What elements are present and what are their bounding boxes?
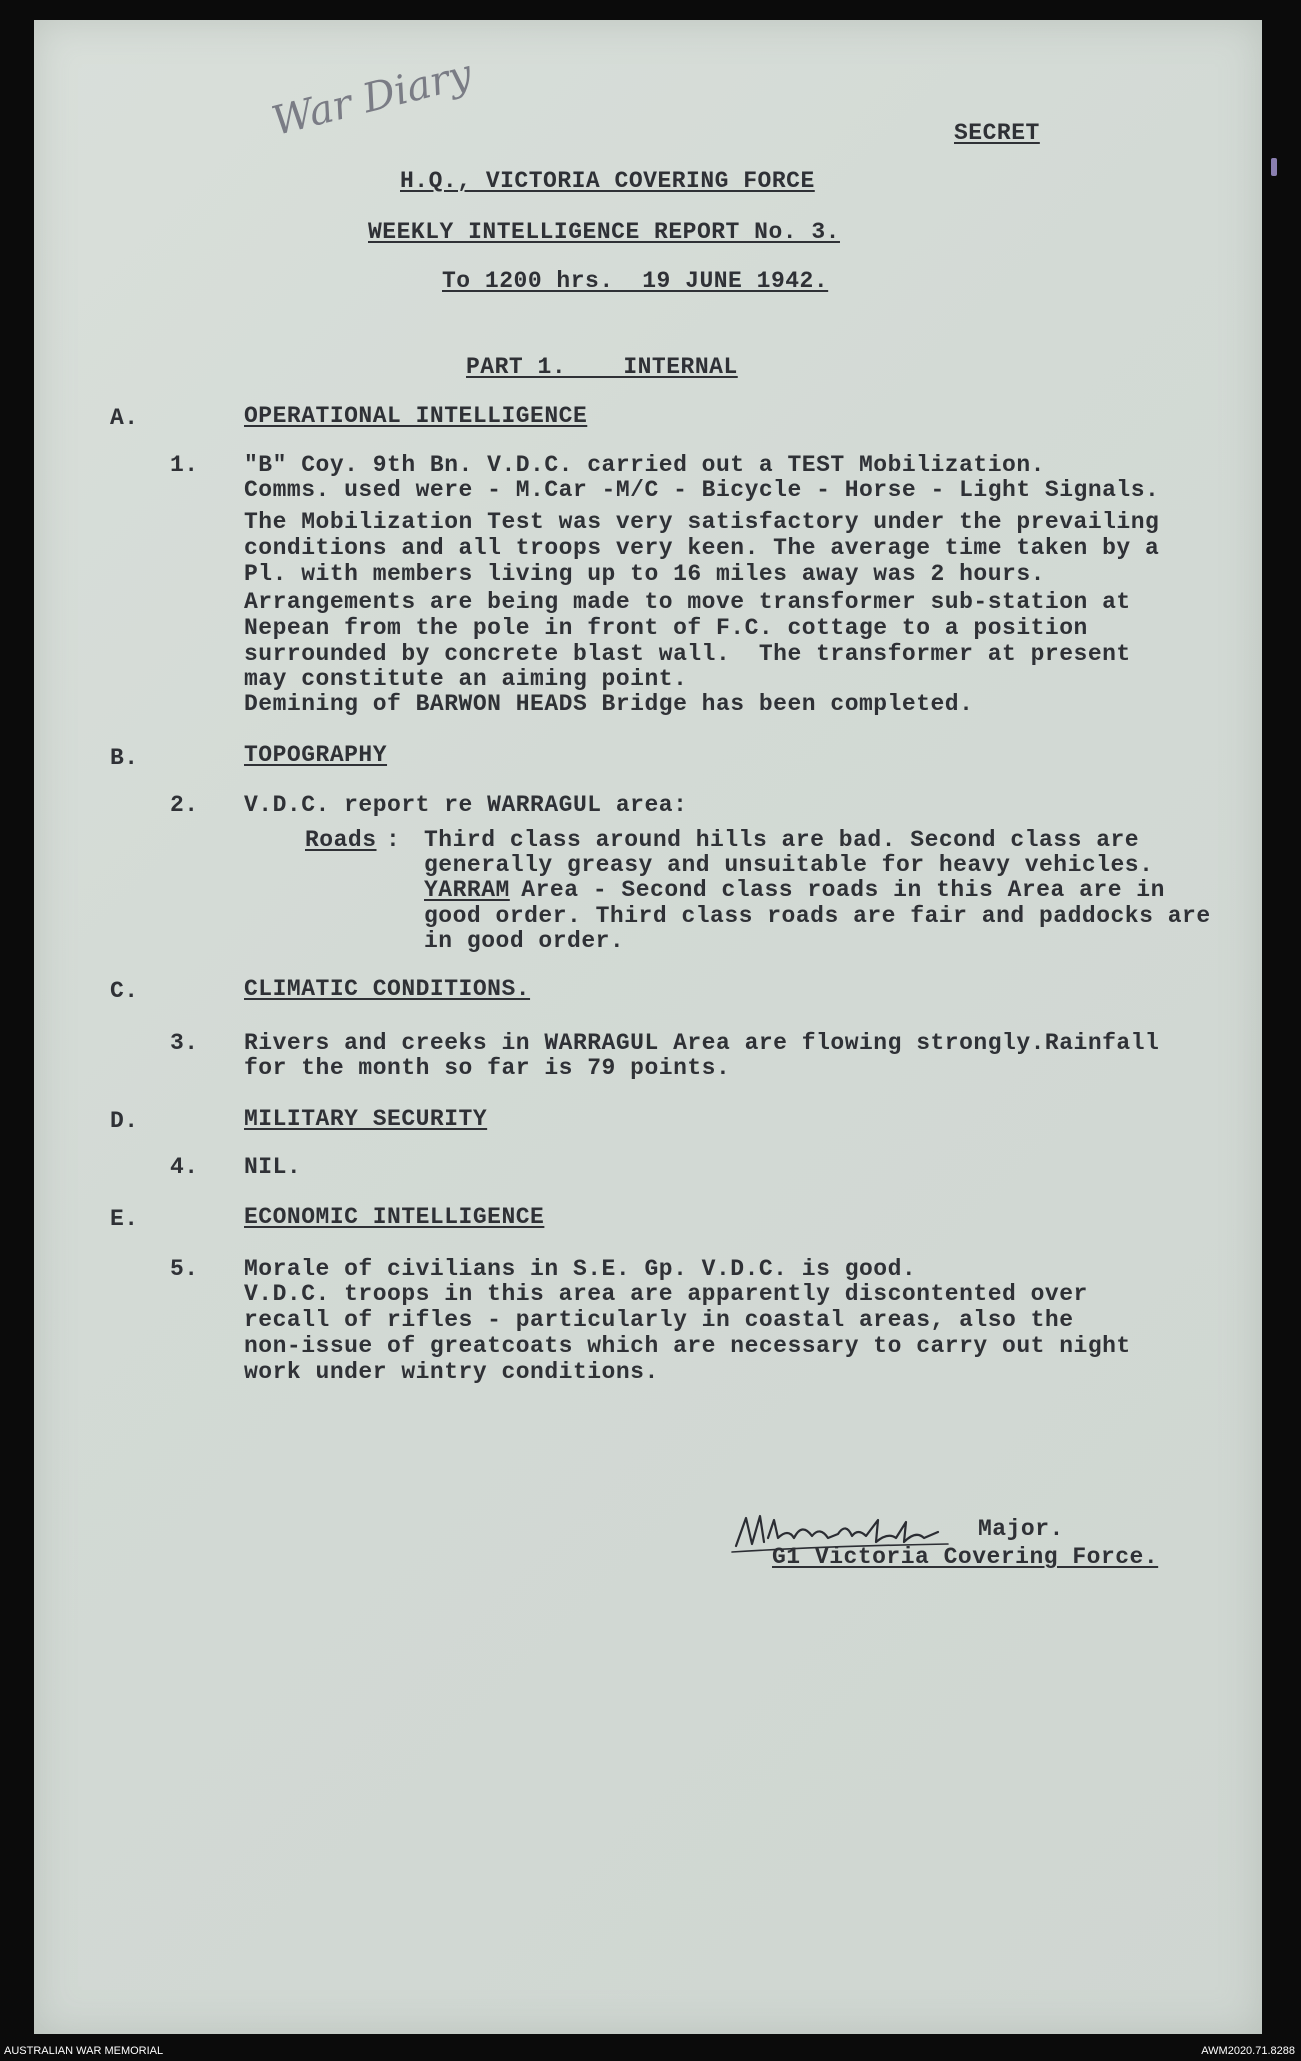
heading-line-3: To 1200 hrs. 19 JUNE 1942. (442, 268, 829, 294)
roads-separator: : (386, 827, 401, 853)
item-3-number: 3. (170, 1030, 199, 1056)
signature-appointment: G1 Victoria Covering Force. (772, 1544, 1159, 1570)
section-a-letter: A. (110, 405, 139, 431)
item-1-line: Pl. with members living up to 16 miles away was 2 hours. (244, 561, 1045, 587)
section-b-title: TOPOGRAPHY (244, 742, 388, 768)
item-4-number: 4. (170, 1154, 199, 1180)
section-c-title: CLIMATIC CONDITIONS. (244, 976, 531, 1002)
handwritten-note: War Diary (267, 51, 477, 145)
section-a-title: OPERATIONAL INTELLIGENCE (244, 403, 588, 429)
item-1-line: Arrangements are being made to move transformer sub-station at (244, 589, 1131, 615)
item-1-line: "B" Coy. 9th Bn. V.D.C. carried out a TEST Mobilization. (244, 452, 1045, 478)
section-d-letter: D. (110, 1108, 139, 1134)
item-1-line: may constitute an aiming point. (244, 666, 688, 692)
item-1-number: 1. (170, 452, 199, 478)
item-1-line: Demining of BARWON HEADS Bridge has been completed. (244, 691, 974, 717)
part-title: PART 1. INTERNAL (466, 354, 738, 380)
ink-mark (1271, 158, 1277, 176)
heading-line-1: H.Q., VICTORIA COVERING FORCE (400, 168, 815, 194)
item-1-line: The Mobilization Test was very satisfactory under the prevailing (244, 509, 1160, 535)
signature-rank: Major. (978, 1516, 1064, 1542)
item-3-line: Rivers and creeks in WARRAGUL Area are flowing strongly.Rainfall (244, 1030, 1160, 1056)
roads-line: good order. Third class roads are fair and paddocks are (424, 903, 1211, 929)
roads-label: Roads (305, 827, 377, 853)
item-5-line: work under wintry conditions. (244, 1359, 659, 1385)
item-5-line: Morale of civilians in S.E. Gp. V.D.C. is good. (244, 1256, 917, 1282)
roads-line: Third class around hills are bad. Second class are (424, 827, 1140, 853)
item-5-number: 5. (170, 1256, 199, 1282)
section-d-title: MILITARY SECURITY (244, 1106, 488, 1132)
roads-line: in good order. (424, 928, 625, 954)
item-5-line: V.D.C. troops in this area are apparently discontented over (244, 1281, 1088, 1307)
footer-accession: AWM2020.71.8288 (1201, 2045, 1295, 2057)
item-5-line: non-issue of greatcoats which are necessary to carry out night (244, 1333, 1131, 1359)
section-b-letter: B. (110, 745, 139, 771)
section-e-letter: E. (110, 1206, 139, 1232)
heading-line-2: WEEKLY INTELLIGENCE REPORT No. 3. (368, 219, 840, 245)
item-2-number: 2. (170, 792, 199, 818)
item-2-intro: V.D.C. report re WARRAGUL area: (244, 792, 688, 818)
classification: SECRET (954, 120, 1040, 146)
item-1-line: surrounded by concrete blast wall. The transformer at present (244, 641, 1131, 667)
item-3-line: for the month so far is 79 points. (244, 1055, 731, 1081)
footer-credit: AUSTRALIAN WAR MEMORIAL (4, 2045, 164, 2057)
roads-line: generally greasy and unsuitable for heavy vehicles. (424, 852, 1154, 878)
item-1-line: Nepean from the pole in front of F.C. cottage to a position (244, 615, 1088, 641)
item-1-line: Comms. used were - M.Car -M/C - Bicycle - Horse - Light Signals. (244, 477, 1160, 503)
item-5-line: recall of rifles - particularly in coastal areas, also the (244, 1307, 1074, 1333)
item-4-line: NIL. (244, 1154, 302, 1180)
item-1-line: conditions and all troops very keen. The average time taken by a (244, 535, 1160, 561)
roads-line: Area - Second class roads in this Area are in (507, 877, 1165, 903)
document-page (34, 20, 1262, 2034)
section-c-letter: C. (110, 978, 139, 1004)
section-e-title: ECONOMIC INTELLIGENCE (244, 1204, 545, 1230)
yarram-label: YARRAM (424, 877, 510, 903)
